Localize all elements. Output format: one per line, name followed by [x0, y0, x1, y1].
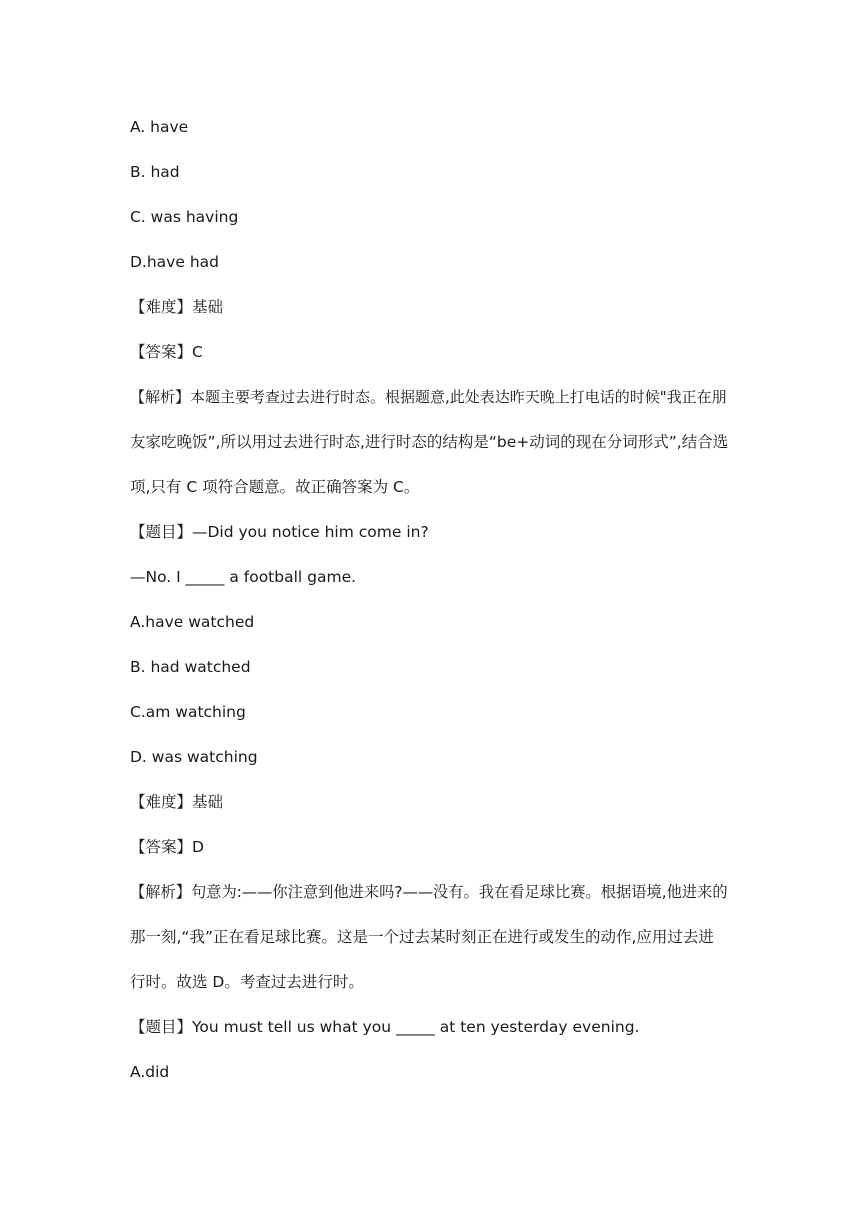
- q1-option-c: C. was having: [130, 208, 239, 226]
- q2-option-c: C.am watching: [130, 703, 246, 721]
- q1-option-a: A. have: [130, 118, 189, 136]
- q1-analysis-line-3: 项,只有 C 项符合题意。故正确答案为 C。: [130, 478, 420, 496]
- q2-option-d: D. was watching: [130, 748, 258, 766]
- q1-analysis-line-2: 友家吃晚饭”,所以用过去进行时态,进行时态的结构是“be+动词的现在分词形式”,结合选: [130, 433, 729, 451]
- q1-difficulty: 【难度】基础: [130, 298, 224, 316]
- q3-option-a: A.did: [130, 1063, 170, 1081]
- q1-option-d: D.have had: [130, 253, 219, 271]
- q2-option-a: A.have watched: [130, 613, 255, 631]
- q1-answer: 【答案】C: [130, 343, 203, 361]
- q2-analysis-line-3: 行时。故选 D。考查过去进行时。: [130, 973, 364, 991]
- q1-analysis-line-1: 【解析】本题主要考查过去进行时态。根据题意,此处表达昨天晚上打电话的时候"我正在朋: [130, 388, 727, 406]
- q2-answer: 【答案】D: [130, 838, 204, 856]
- q1-option-b: B. had: [130, 163, 180, 181]
- q3-stem-line-1: 【题目】You must tell us what you _____ at ten yesterday evening.: [130, 1018, 640, 1036]
- q2-analysis-line-1: 【解析】句意为:——你注意到他进来吗?——没有。我在看足球比赛。根据语境,他进来的: [130, 883, 728, 901]
- q2-stem-line-1: 【题目】—Did you notice him come in?: [130, 523, 429, 541]
- q2-difficulty: 【难度】基础: [130, 793, 224, 811]
- q2-stem-line-2: —No. I _____ a football game.: [130, 568, 357, 586]
- q2-analysis-line-2: 那一刻,“我”正在看足球比赛。这是一个过去某时刻正在进行或发生的动作,应用过去进: [130, 928, 714, 946]
- q2-option-b: B. had watched: [130, 658, 251, 676]
